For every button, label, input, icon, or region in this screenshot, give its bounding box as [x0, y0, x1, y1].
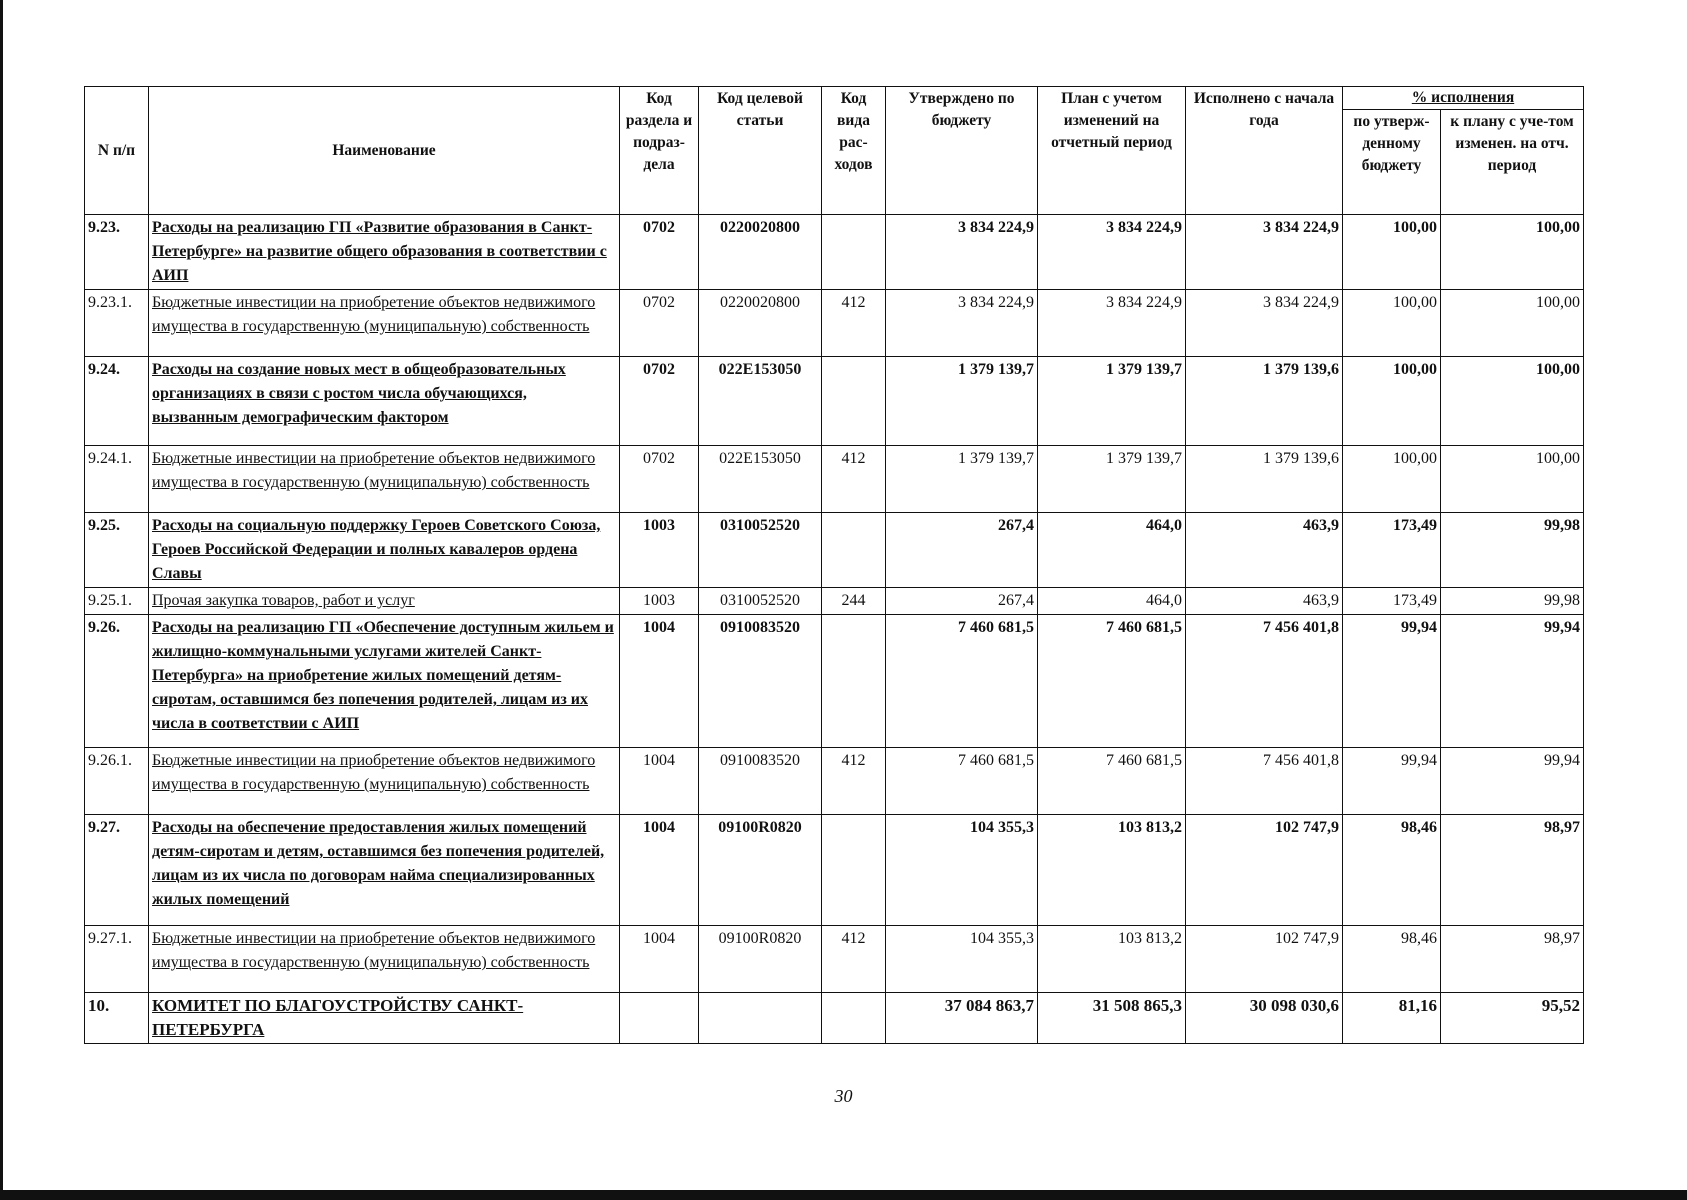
row-number: 9.27.1.: [85, 926, 149, 993]
header-pct: % исполнения: [1343, 87, 1584, 110]
row-approved: 1 379 139,7: [886, 357, 1038, 446]
row-vid-code: [822, 815, 886, 926]
row-name-text: КОМИТЕТ ПО БЛАГОУСТРОЙСТВУ САНКТ-ПЕТЕРБУРГА: [152, 996, 524, 1039]
row-plan: 1 379 139,7: [1038, 446, 1186, 513]
table-row: [85, 357, 1584, 446]
row-number: 9.25.1.: [85, 588, 149, 615]
row-name-text: Прочая закупка товаров, работ и услуг: [152, 592, 415, 609]
row-executed: 3 834 224,9: [1186, 215, 1343, 290]
row-name-text: Бюджетные инвестиции на приобретение объектов недвижимого имущества в государственную (муниципальную) собственность: [152, 930, 596, 971]
budget-table: [84, 86, 1584, 1044]
header-plan: План с учетом изменений на отчетный период: [1038, 87, 1186, 215]
table-row: [85, 446, 1584, 513]
table-row: [85, 615, 1584, 748]
table-row: [85, 926, 1584, 993]
row-executed: 102 747,9: [1186, 815, 1343, 926]
table-row: [85, 215, 1584, 290]
row-vid-code: 412: [822, 290, 886, 357]
header-num: N п/п: [85, 87, 149, 215]
row-name: [149, 290, 620, 357]
row-razdel-code: 0702: [620, 446, 699, 513]
row-name-text: Бюджетные инвестиции на приобретение объектов недвижимого имущества в государственную (муниципальную) собственность: [152, 450, 596, 491]
row-name: [149, 513, 620, 588]
row-pct-approved: 173,49: [1343, 588, 1441, 615]
table-row: [85, 815, 1584, 926]
row-pct-plan: 100,00: [1441, 357, 1584, 446]
row-plan: 464,0: [1038, 513, 1186, 588]
row-name: [149, 926, 620, 993]
row-approved: 104 355,3: [886, 926, 1038, 993]
row-pct-approved: 98,46: [1343, 815, 1441, 926]
row-statya-code: 09100R0820: [699, 926, 822, 993]
row-number: 9.26.: [85, 615, 149, 748]
row-number: 9.24.: [85, 357, 149, 446]
page-number: 30: [834, 1086, 853, 1106]
row-statya-code: 0310052520: [699, 513, 822, 588]
row-executed: 102 747,9: [1186, 926, 1343, 993]
row-plan: 3 834 224,9: [1038, 215, 1186, 290]
row-statya-code: [699, 993, 822, 1044]
row-pct-plan: 100,00: [1441, 446, 1584, 513]
row-approved: 1 379 139,7: [886, 446, 1038, 513]
row-razdel-code: 1004: [620, 815, 699, 926]
header-row: [85, 87, 1584, 110]
row-vid-code: [822, 215, 886, 290]
row-name-text: Расходы на создание новых мест в общеобразовательных организациях в связи с ростом числа обучающихся, вызванным демографическим фактором: [152, 361, 566, 426]
row-executed: 7 456 401,8: [1186, 748, 1343, 815]
row-executed: 3 834 224,9: [1186, 290, 1343, 357]
row-name-text: Расходы на реализацию ГП «Развитие образования в Санкт-Петербурге» на развитие общего образования в соответствии с АИП: [152, 219, 607, 284]
row-number: 9.23.1.: [85, 290, 149, 357]
header-isp: Исполнено с начала года: [1186, 87, 1343, 215]
row-executed: 7 456 401,8: [1186, 615, 1343, 748]
header-utv: Утверждено по бюджету: [886, 87, 1038, 215]
row-pct-plan: 100,00: [1441, 215, 1584, 290]
row-plan: 7 460 681,5: [1038, 615, 1186, 748]
row-pct-plan: 99,94: [1441, 748, 1584, 815]
row-name: [149, 615, 620, 748]
row-vid-code: [822, 993, 886, 1044]
row-plan: 3 834 224,9: [1038, 290, 1186, 357]
row-pct-plan: 99,94: [1441, 615, 1584, 748]
row-vid-code: [822, 357, 886, 446]
row-pct-approved: 81,16: [1343, 993, 1441, 1044]
row-approved: 3 834 224,9: [886, 290, 1038, 357]
row-razdel-code: 0702: [620, 290, 699, 357]
row-plan: 103 813,2: [1038, 815, 1186, 926]
row-name: [149, 357, 620, 446]
row-plan: 464,0: [1038, 588, 1186, 615]
row-name-text: Бюджетные инвестиции на приобретение объектов недвижимого имущества в государственную (муниципальную) собственность: [152, 294, 596, 335]
row-approved: 7 460 681,5: [886, 615, 1038, 748]
row-vid-code: [822, 513, 886, 588]
row-approved: 7 460 681,5: [886, 748, 1038, 815]
row-razdel-code: [620, 993, 699, 1044]
row-name: [149, 748, 620, 815]
row-pct-approved: 173,49: [1343, 513, 1441, 588]
row-approved: 267,4: [886, 588, 1038, 615]
row-number: 9.24.1.: [85, 446, 149, 513]
row-number: 9.25.: [85, 513, 149, 588]
table-row: [85, 588, 1584, 615]
row-vid-code: 244: [822, 588, 886, 615]
report-sheet: [84, 86, 1583, 1044]
header-pct-utv: по утверж-денному бюджету: [1343, 110, 1441, 215]
row-approved: 3 834 224,9: [886, 215, 1038, 290]
row-name-text: Расходы на социальную поддержку Героев Советского Союза, Героев Российской Федерации и полных кавалеров ордена Славы: [152, 517, 601, 582]
table-row: [85, 748, 1584, 815]
row-razdel-code: 0702: [620, 215, 699, 290]
scan-edge-bottom: [0, 1190, 1687, 1200]
header-vid: Код вида рас-ходов: [822, 87, 886, 215]
row-approved: 104 355,3: [886, 815, 1038, 926]
row-number: 9.26.1.: [85, 748, 149, 815]
row-pct-plan: 98,97: [1441, 926, 1584, 993]
row-plan: 1 379 139,7: [1038, 357, 1186, 446]
row-executed: 463,9: [1186, 588, 1343, 615]
row-name-text: Расходы на реализацию ГП «Обеспечение доступным жильем и жилищно-коммунальными услугами жителей Санкт-Петербурга» на приобретение жилых помещений детям-сиротам, оставшимся без попечения родителей, лицам из их числа в соответствии с АИП: [152, 619, 614, 732]
header-statya: Код целевой статьи: [699, 87, 822, 215]
row-executed: 30 098 030,6: [1186, 993, 1343, 1044]
row-executed: 1 379 139,6: [1186, 446, 1343, 513]
row-number: 10.: [85, 993, 149, 1044]
header-pct-plan: к плану с уче-том изменен. на отч. период: [1441, 110, 1584, 215]
row-name: [149, 446, 620, 513]
row-name-text: Бюджетные инвестиции на приобретение объектов недвижимого имущества в государственную (муниципальную) собственность: [152, 752, 596, 793]
row-pct-plan: 100,00: [1441, 290, 1584, 357]
row-plan: 7 460 681,5: [1038, 748, 1186, 815]
row-razdel-code: 1003: [620, 588, 699, 615]
row-pct-plan: 95,52: [1441, 993, 1584, 1044]
row-razdel-code: 1004: [620, 615, 699, 748]
row-pct-approved: 100,00: [1343, 290, 1441, 357]
row-statya-code: 09100R0820: [699, 815, 822, 926]
row-vid-code: 412: [822, 446, 886, 513]
row-name: [149, 815, 620, 926]
row-approved: 37 084 863,7: [886, 993, 1038, 1044]
row-executed: 1 379 139,6: [1186, 357, 1343, 446]
table-body: [85, 215, 1584, 1044]
row-number: 9.27.: [85, 815, 149, 926]
row-pct-plan: 99,98: [1441, 588, 1584, 615]
row-plan: 103 813,2: [1038, 926, 1186, 993]
header-razdel: Код раздела и подраз-дела: [620, 87, 699, 215]
row-name: [149, 588, 620, 615]
row-statya-code: 0310052520: [699, 588, 822, 615]
row-vid-code: 412: [822, 748, 886, 815]
row-name-text: Расходы на обеспечение предоставления жилых помещений детям-сиротам и детям, оставшимся без попечения родителей, лицам из их числа по договорам найма специализированных жилых помещений: [152, 819, 605, 908]
row-statya-code: 022E153050: [699, 357, 822, 446]
row-plan: 31 508 865,3: [1038, 993, 1186, 1044]
row-razdel-code: 1004: [620, 748, 699, 815]
row-approved: 267,4: [886, 513, 1038, 588]
row-vid-code: [822, 615, 886, 748]
row-pct-approved: 100,00: [1343, 357, 1441, 446]
row-pct-approved: 99,94: [1343, 615, 1441, 748]
row-statya-code: 0220020800: [699, 290, 822, 357]
table-row: [85, 290, 1584, 357]
table-row: [85, 513, 1584, 588]
row-pct-approved: 100,00: [1343, 446, 1441, 513]
row-pct-approved: 100,00: [1343, 215, 1441, 290]
table-row: [85, 993, 1584, 1044]
row-statya-code: 0910083520: [699, 748, 822, 815]
row-razdel-code: 0702: [620, 357, 699, 446]
row-pct-approved: 98,46: [1343, 926, 1441, 993]
row-razdel-code: 1004: [620, 926, 699, 993]
header-name: Наименование: [149, 87, 620, 215]
row-vid-code: 412: [822, 926, 886, 993]
row-pct-approved: 99,94: [1343, 748, 1441, 815]
row-statya-code: 0910083520: [699, 615, 822, 748]
row-pct-plan: 99,98: [1441, 513, 1584, 588]
row-statya-code: 022E153050: [699, 446, 822, 513]
row-pct-plan: 98,97: [1441, 815, 1584, 926]
row-number: 9.23.: [85, 215, 149, 290]
row-name: [149, 993, 620, 1044]
scan-edge-left: [0, 0, 3, 1200]
row-razdel-code: 1003: [620, 513, 699, 588]
row-statya-code: 0220020800: [699, 215, 822, 290]
row-executed: 463,9: [1186, 513, 1343, 588]
row-name: [149, 215, 620, 290]
